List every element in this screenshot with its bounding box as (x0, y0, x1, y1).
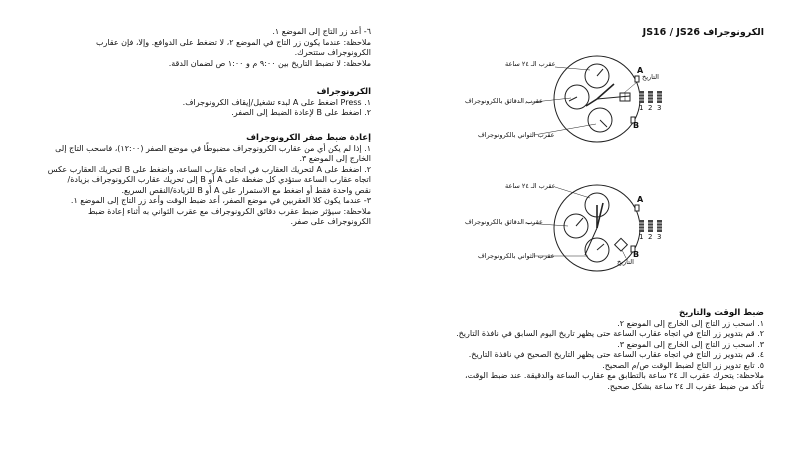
chrono-heading: الكرونوجراف (316, 87, 371, 97)
reset-line-3: ٢. اضغط على A لتحريك العقارب في اتجاه عقارب الساعة، واضغط على B لتحريك العقارب عكس (47, 164, 371, 174)
minute-hand-1 (597, 84, 614, 99)
note-line-2: ملاحظة: لا تضبط التاريخ بين ٩:٠٠ م و ١:٠٠ ص لضمان الدقة. (168, 58, 371, 68)
time-date-line-3: ٣. اسحب زر التاج إلى الخارج إلى الموضع ٣. (617, 339, 764, 349)
time-date-line-7: تأكد من ضبط عقرب الـ ٢٤ ساعة بشكل صحيح. (607, 381, 764, 391)
reset-line-4: اتجاه عقارب الساعة ستؤدي كل ضغطة على A أو B إلى تحريك عقارب الكرونوجراف بزيادة/ (67, 175, 371, 184)
time-date-line-2: ٢. قم بتدوير زر التاج في اتجاه عقارب الساعة حتى يظهر تاريخ اليوم السابق في نافذة التاريخ. (456, 329, 764, 338)
pusher-a-label-2: A (637, 195, 644, 204)
pusher-b-label-2: B (633, 250, 640, 259)
label-date-2: التاريخ (617, 258, 634, 266)
time-date-block (456, 308, 764, 392)
label-seconds-hand-1: عقرب الثواني بالكرونوجراف (478, 131, 555, 139)
time-date-line-5: ٥. تابع تدوير زر التاج لضبط الوقت ص/م الصحيح. (602, 360, 764, 370)
label-seconds-hand-2: عقرب الثواني بالكرونوجراف (478, 252, 555, 260)
time-date-heading: ضبط الوقت والتاريخ (679, 308, 764, 318)
label-minutes-hand-2: عقرب الدقائق بالكرونوجراف (465, 218, 543, 226)
pusher-a-2 (635, 205, 639, 211)
note-line-cont: الكرونوجراف ستتحرك. (294, 48, 371, 57)
reset-line-1: ١. إذا لم يكن أي من عقارب الكرونوجراف مضبوطًا في موضع الصفر (١٢:٠٠)، فاسحب التاج إلى (55, 143, 371, 153)
time-date-line-6: ملاحظة: يتحرك عقرب الـ ٢٤ ساعة بالتطابق مع عقارب الساعة والدقيقة. عند ضبط الوقت، (465, 371, 764, 380)
crown-position-2-1: 2 (648, 104, 653, 112)
chrono-line-2: ٢. اضغط على B لإعادة الضبط إلى الصفر. (231, 108, 371, 117)
reset-line-6: ٣- عندما يكون كلا العقربين في موضع الصفر، أعد ضبط الوقت وأعد زر التاج إلى الموضع ١. (70, 196, 371, 205)
time-date-line-4: ٤. قم بتدوير زر التاج في اتجاه عقارب الساعة حتى يظهر التاريخ الصحيح في نافذة التاريخ. (468, 350, 764, 359)
label-date-1: التاريخ (642, 73, 659, 81)
crown-position-3-2: 3 (657, 233, 662, 241)
pusher-a-1 (635, 76, 639, 82)
label-24h-hand-2: عقرب الـ ٢٤ ساعة (505, 182, 556, 190)
reset-line-8: الكرونوجراف على صفر. (290, 217, 371, 226)
reset-line-2: الخارج إلى الموضع ٣. (299, 154, 371, 163)
reset-line-7: ملاحظة: سيؤثر ضبط عقرب دقائق الكرونوجراف مع عقرب الثواني به أثناء إعادة ضبط (87, 206, 371, 216)
label-minutes-hand-1: عقرب الدقائق بالكرونوجراف (465, 97, 543, 105)
crown-position-1-2: 1 (639, 233, 644, 241)
step-6-line: ٦- أعد زر التاج إلى الموضع ١. (272, 27, 371, 36)
reset-line-5: نقص واحدة فقط أو اضغط مع الاستمرار على A أو B للزيادة/النقص السريع. (121, 185, 371, 195)
pusher-b-label-1: B (633, 121, 640, 130)
page-title: الكرونوجراف JS16 / JS26 (642, 27, 764, 38)
reset-heading: إعادة ضبط صفر الكرونوجراف (246, 133, 371, 143)
pusher-a-label-1: A (637, 66, 644, 75)
chrono-line-1: ١. Press اضغط على A لبدء تشغيل/إيقاف الكرونوجراف. (182, 97, 371, 107)
time-date-line-1: ١. اسحب زر التاج إلى الخارج إلى الموضع ٢. (617, 318, 764, 328)
note-line: ملاحظة: عندما يكون زر التاج في الموضع ٢، لا تضغط على الدوافع. وإلا، فإن عقارب (95, 37, 371, 47)
label-24h-hand-1: عقرب الـ ٢٤ ساعة (505, 60, 556, 68)
crown-position-1-1: 1 (639, 104, 644, 112)
crown-position-3-1: 3 (657, 104, 662, 112)
date-window-2 (615, 238, 628, 251)
crown-position-2-2: 2 (648, 233, 653, 241)
